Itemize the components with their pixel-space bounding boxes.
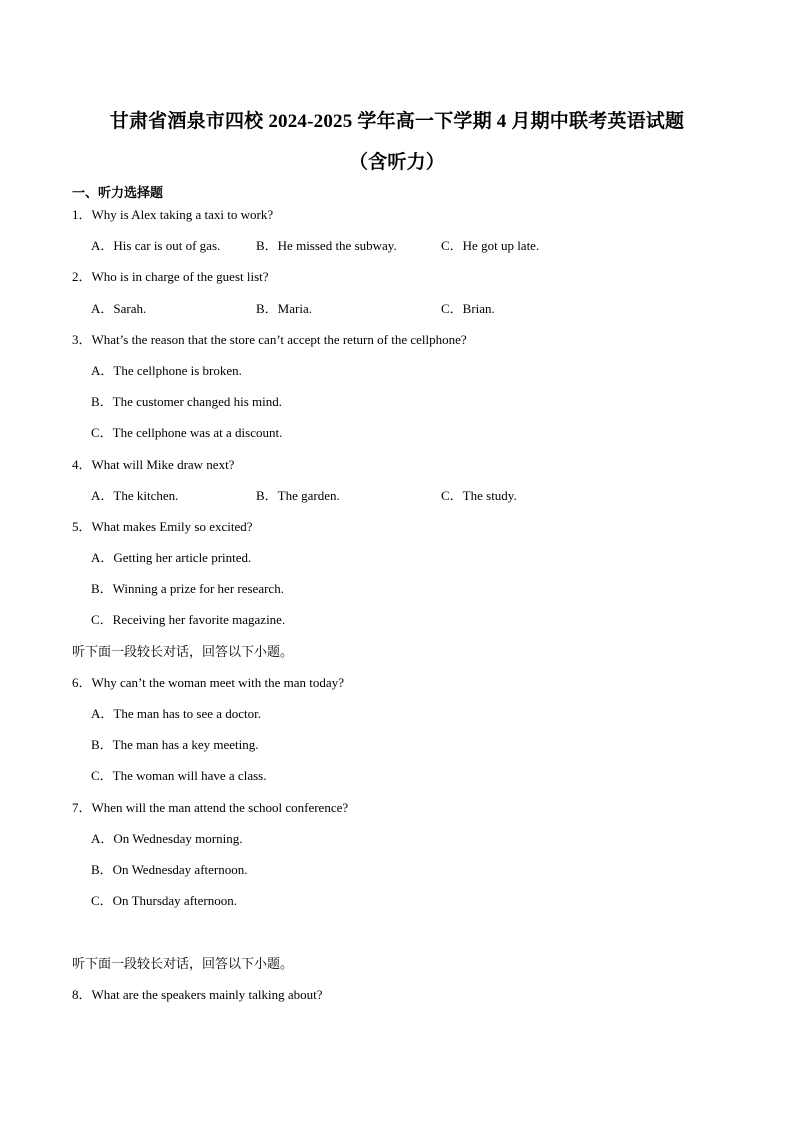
question-5-stem: 5．What makes Emily so excited?	[72, 518, 253, 534]
blank-line	[0, 922, 794, 953]
question-3-option-c: C．The cellphone was at a discount.	[91, 425, 283, 441]
question-2-stem: 2．Who is in charge of the guest list?	[72, 269, 269, 285]
question-2-option-c: C．Brian.	[441, 300, 495, 316]
question-7-option-a-row	[0, 829, 794, 860]
question-4-options	[0, 486, 794, 517]
long-dialog-instruction-1: 听下面一段较长对话，回答以下小题。	[72, 643, 294, 659]
question-1-option-c: C．He got up late.	[441, 238, 540, 254]
section-header-listening: 一、听力选择题	[72, 185, 164, 200]
question-4-stem: 4．What will Mike draw next?	[72, 456, 235, 472]
question-1-option-a: A．His car is out of gas.	[91, 238, 221, 254]
question-3-stem: 3．What’s the reason that the store can’t accept the return of the cellphone?	[72, 331, 467, 347]
question-6-option-a-row	[0, 704, 794, 735]
question-7-option-b-row	[0, 860, 794, 891]
question-5-option-b: B．Winning a prize for her research.	[91, 581, 284, 597]
question-7-stem: 7．When will the man attend the school conference?	[72, 799, 349, 815]
question-6-stem: 6．Why can’t the woman meet with the man today?	[72, 674, 344, 690]
question-3-option-a: A．The cellphone is broken.	[91, 362, 242, 378]
question-7-option-b: B．On Wednesday afternoon.	[91, 861, 248, 877]
question-1-option-b: B．He missed the subway.	[256, 238, 397, 254]
question-6-option-c-row	[0, 766, 794, 797]
question-4-option-c: C．The study.	[441, 487, 517, 503]
question-6-option-a: A．The man has to see a doctor.	[91, 706, 262, 721]
question-3-option-a-row	[0, 361, 794, 392]
question-5-option-a-row	[0, 548, 794, 579]
question-5-option-c-row	[0, 610, 794, 641]
question-7-option-a: A．On Wednesday morning.	[91, 830, 243, 846]
question-7-option-c: C．On Thursday afternoon.	[91, 893, 237, 909]
question-1-stem: 1．Why is Alex taking a taxi to work?	[72, 207, 274, 222]
question-2-options	[0, 299, 794, 330]
question-6-option-b: B．The man has a key meeting.	[91, 737, 259, 753]
question-list	[0, 205, 794, 1016]
question-2-option-a: A．Sarah.	[91, 300, 147, 316]
question-3-option-b-row	[0, 392, 794, 423]
question-6-option-c: C．The woman will have a class.	[91, 768, 267, 784]
question-5-option-c: C．Receiving her favorite magazine.	[91, 612, 286, 628]
question-6-option-b-row	[0, 735, 794, 766]
question-5-option-b-row	[0, 579, 794, 610]
exam-title: 甘肃省酒泉市四校 2024-2025 学年高一下学期 4 月期中联考英语试题	[109, 111, 685, 132]
question-7-option-c-row	[0, 891, 794, 922]
question-4-option-b: B．The garden.	[256, 487, 340, 503]
question-4-option-a: A．The kitchen.	[91, 487, 179, 503]
question-3-option-b: B．The customer changed his mind.	[91, 394, 282, 410]
long-dialog-instruction-2: 听下面一段较长对话，回答以下小题。	[72, 955, 294, 971]
question-2-option-b: B．Maria.	[256, 300, 312, 316]
question-1-options	[0, 236, 794, 267]
exam-subtitle: （含听力）	[348, 152, 445, 173]
question-8-stem: 8．What are the speakers mainly talking about?	[72, 986, 323, 1002]
question-3-option-c-row	[0, 423, 794, 454]
question-5-option-a: A．Getting her article printed.	[91, 550, 252, 566]
